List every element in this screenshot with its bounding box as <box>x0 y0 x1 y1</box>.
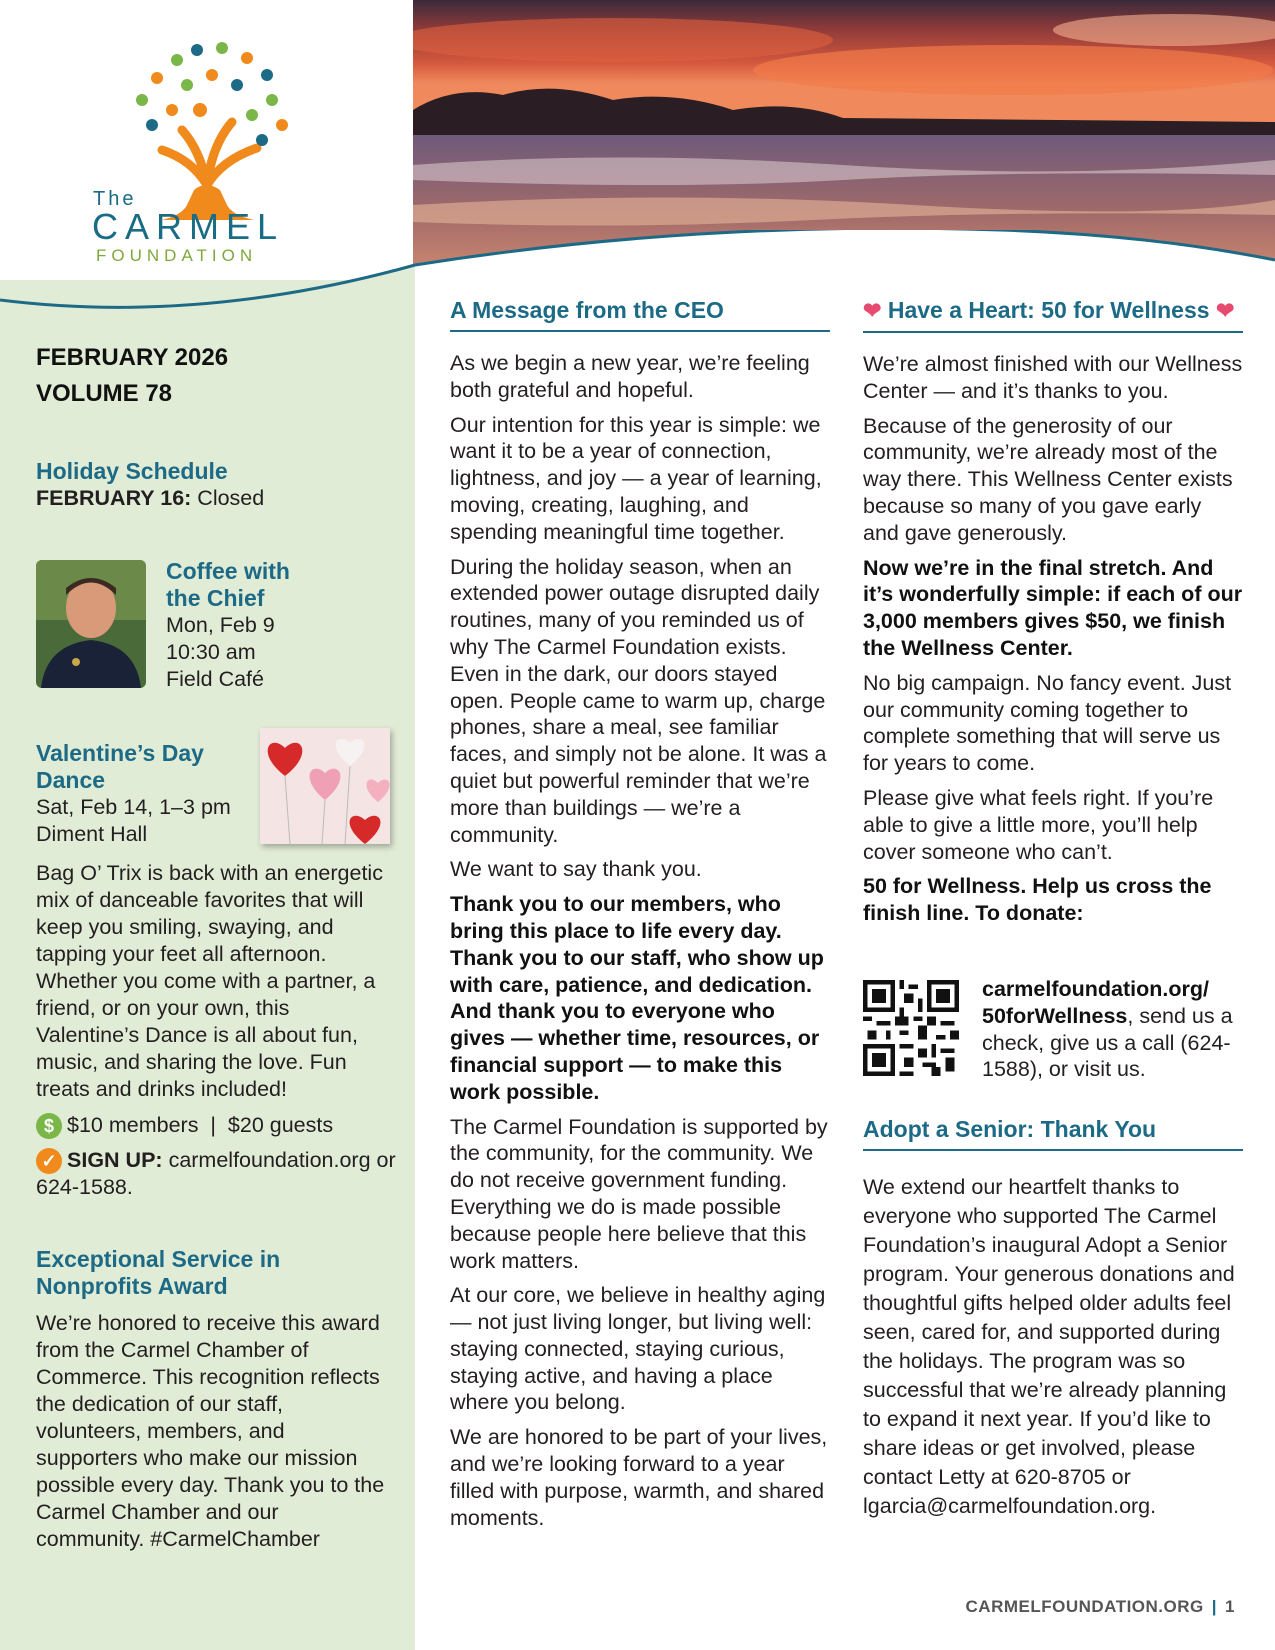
award-text: We’re honored to receive this award from the Carmel Chamber of Commerce. This recognition reflects the dedication of our staff, volunteers, members, and supporters who make our mission possible every day. Thank you to the Carmel Chamber and our community. #CarmelChamber <box>36 1311 385 1551</box>
issue-date: FEBRUARY 2026 <box>36 344 229 371</box>
ceo-p8: We are honored to be part of your lives, and we’re looking forward to a year filled with purpose, warmth, and shared moments. <box>450 1425 828 1530</box>
valentine-heading <box>36 740 256 848</box>
coffee-place: Field Café <box>166 667 264 691</box>
heart-icon: ❤ <box>863 298 882 323</box>
ceo-p4: We want to say thank you. <box>450 857 702 882</box>
valentine-description: Bag O’ Trix is back with an energetic mix of danceable favorites that will keep you smiling, swaying, and tapping your feet all afternoon. Whether you come with a partner, a friend, or on your own, this Valentine’s Dance is all about fun, music, and sharing the love. Fun treats and drinks included! <box>36 861 383 1101</box>
ceo-p3: During the holiday season, when an extended power outage disrupted daily routines, many of you reminded us of why The Carmel Foundation exists. Even in the dark, our doors stayed open. People came to warm up, charge phones, share a meal, see familiar faces, and simply not be alone. It was a quiet but powerful reminder that we’re more than buildings — we’re a community. <box>450 554 827 847</box>
coffee-time: 10:30 am <box>166 640 256 664</box>
wellness-p6: 50 for Wellness. Help us cross the finish line. To donate: <box>863 874 1212 926</box>
wellness-p1: We’re almost finished with our Wellness Center — and it’s thanks to you. <box>863 352 1243 403</box>
dollar-icon: $ <box>36 1113 62 1139</box>
ceo-p1: As we begin a new year, we’re feeling both grateful and hopeful. <box>450 351 810 402</box>
issue-info <box>36 340 228 412</box>
logo-the: The <box>93 188 137 210</box>
award-section <box>36 1246 391 1553</box>
coffee-with-chief <box>166 558 396 693</box>
holiday-schedule <box>36 458 396 512</box>
adopt-section <box>863 1115 1243 1529</box>
page-footer: CARMELFOUNDATION.ORG | 1 <box>965 1597 1235 1616</box>
holiday-date: FEBRUARY 16: <box>36 486 192 510</box>
adopt-text: We extend our heartfelt thanks to everyone who supported The Carmel Foundation’s inaugural Adopt a Senior program. Your generous donations and thoughtful gifts helped older adults feel seen, cared for, and supported during the holidays. The program was so successful that we’re already planning to expand it next year. If you’d like to share ideas or get involved, please contact Letty at 620-8705 or lgarcia@carmelfoundation.org. <box>863 1175 1235 1518</box>
valentine-title-1: Valentine’s Day <box>36 740 204 766</box>
wellness-p5: Please give what feels right. If you’re able to give a little more, you’ll help cover someone who can’t. <box>863 785 1214 864</box>
footer-site[interactable]: CARMELFOUNDATION.ORG <box>965 1597 1204 1616</box>
ceo-p5: Thank you to our members, who bring this place to life every day. Thank you to our staff, who show up with care, patience, and dedication. And thank you to everyone who gives — whether time, resources, or financial support — to make this work possible. <box>450 892 824 1104</box>
coffee-title-1: Coffee with <box>166 558 290 584</box>
valentine-price <box>36 1112 396 1139</box>
donate-link-1[interactable]: carmelfoundation.org/ <box>982 977 1209 1001</box>
valentine-balloons-photo <box>260 728 390 844</box>
heart-icon: ❤ <box>1215 298 1235 323</box>
award-title-1: Exceptional Service in <box>36 1246 281 1272</box>
holiday-title: Holiday Schedule <box>36 458 228 484</box>
wellness-title: ❤ Have a Heart: 50 for Wellness ❤ <box>863 296 1243 333</box>
ceo-p7: At our core, we believe in healthy aging — not just living longer, but living well: staying connected, staying curious, staying active, and having a place where you belong. <box>450 1283 826 1415</box>
donate-rest-2: a check, give us a call (624-1588), or visit us. <box>982 1003 1233 1082</box>
holiday-status: Closed <box>197 486 265 510</box>
issue-volume: VOLUME 78 <box>36 380 173 407</box>
valentine-when: Sat, Feb 14, 1–3 pm <box>36 795 231 819</box>
logo-foundation: FOUNDATION <box>96 246 258 265</box>
ceo-p6: The Carmel Foundation is supported by the community, for the community. We do not receive government funding. Everything we do is made possible because people here believe that this work matters. <box>450 1114 828 1273</box>
wellness-p4: No big campaign. No fancy event. Just our community coming together to complete something that will serve us for years to come. <box>863 670 1232 776</box>
award-title-2: Nonprofits Award <box>36 1273 228 1299</box>
wellness-p2: Because of the generosity of our community, we’re already most of the way there. This Wellness Center exists because so many of you gave early and gave generously. <box>863 413 1233 545</box>
coffee-title-2: the Chief <box>166 585 265 611</box>
wellness-section <box>863 296 1243 927</box>
donate-rest-1: , send us <box>1127 1003 1215 1028</box>
logo-carmel: CARMEL <box>92 206 285 247</box>
wellness-p3: Now we’re in the final stretch. And it’s wonderfully simple: if each of our 3,000 members gives $50, we finish the Wellness Center. <box>863 555 1243 660</box>
checkmark-icon: ✓ <box>36 1148 62 1174</box>
coffee-date: Mon, Feb 9 <box>166 613 275 637</box>
signup-label: SIGN UP: <box>67 1148 163 1172</box>
signup-text[interactable]: carmelfoundation.org or 624-1588. <box>36 1148 396 1200</box>
ceo-title: A Message from the CEO <box>450 296 830 332</box>
valentine-where: Diment Hall <box>36 822 148 846</box>
ceo-p2: Our intention for this year is simple: we want it to be a year of connection, lightness, and joy — a year of learning, moving, creating, laughing, and spending meaningful time together. <box>450 412 822 544</box>
valentine-title-2: Dance <box>36 767 106 793</box>
ceo-message <box>450 296 830 1539</box>
valentine-signup <box>36 1147 396 1201</box>
adopt-title: Adopt a Senior: Thank You <box>863 1115 1243 1151</box>
price-text: $10 members | $20 guests <box>67 1113 334 1137</box>
donate-link-2[interactable]: 50forWellness <box>982 1003 1128 1028</box>
page-number: 1 <box>1225 1597 1235 1616</box>
chief-photo <box>36 560 146 688</box>
donate-qr-code[interactable] <box>863 980 959 1076</box>
donate-info <box>982 976 1252 1083</box>
